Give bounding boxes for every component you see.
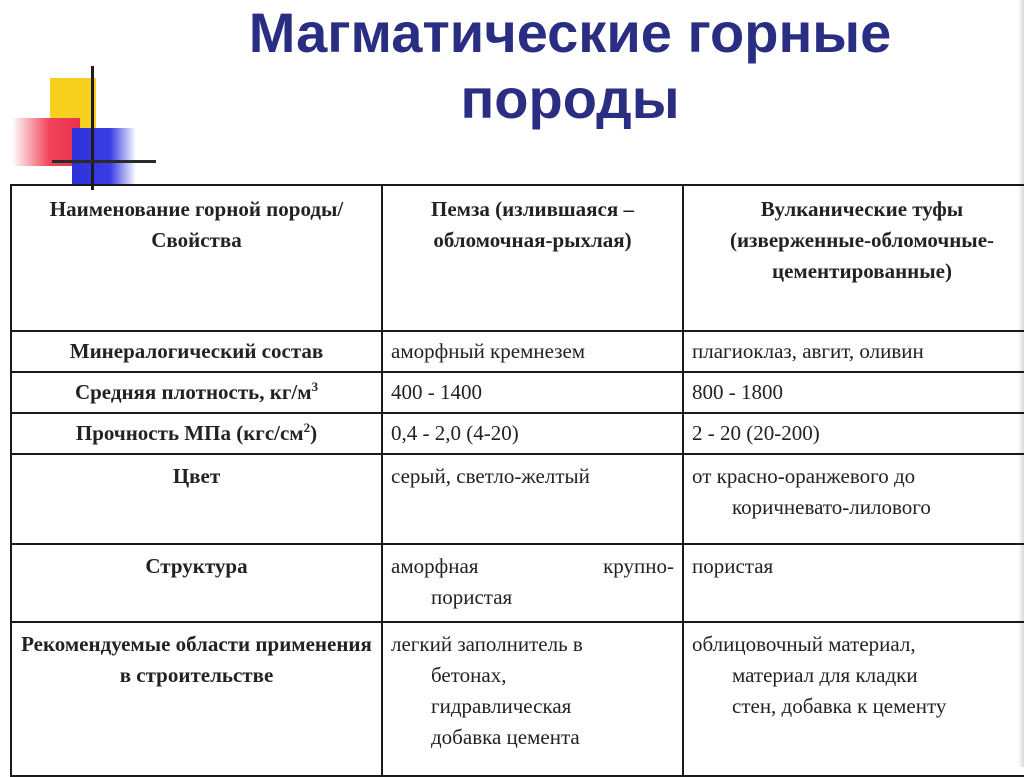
red-square (12, 118, 80, 166)
tuff-cell: 800 - 1800 (683, 372, 1024, 413)
tuff-cell: 2 - 20 (20-200) (683, 413, 1024, 454)
pumice-cell: 400 - 1400 (382, 372, 683, 413)
property-cell: Минералогический состав (11, 331, 382, 372)
rock-properties-table-wrapper (10, 184, 1024, 777)
property-cell: Цвет (11, 454, 382, 544)
title-line-2: породы (460, 67, 680, 130)
tuff-cell: от красно-оранжевого до коричневато-лилового (683, 454, 1024, 544)
slide-title (120, 0, 1020, 132)
property-cell: Структура (11, 544, 382, 622)
pumice-cell: 0,4 - 2,0 (4-20) (382, 413, 683, 454)
blue-square (72, 128, 136, 186)
tuff-cell: плагиоклаз, авгит, оливин (683, 331, 1024, 372)
pumice-cell: аморфная крупно- пористая (382, 544, 683, 622)
property-cell: Средняя плотность, $кг/м^3$ (11, 372, 382, 413)
table-row (11, 622, 1024, 776)
pumice-cell: серый, светло-желтый (382, 454, 683, 544)
table-row (11, 331, 1024, 372)
tuff-cell: пористая (683, 544, 1024, 622)
rock-properties-table (10, 184, 1024, 777)
header-pumice: Пемза (излившаяся – обломочная-рыхлая) (382, 185, 683, 331)
table-row (11, 413, 1024, 454)
property-cell: Прочность МПа $(кгс/см^2)$ (11, 413, 382, 454)
vertical-line (91, 66, 94, 190)
table-row (11, 454, 1024, 544)
pumice-cell: аморфный кремнезем (382, 331, 683, 372)
right-edge-shadow (1018, 0, 1024, 767)
header-property: Наименование горной породы/Свойства (11, 185, 382, 331)
tuff-cell: облицовочный материал, материал для кладки стен, добавка к цементу (683, 622, 1024, 776)
pumice-cell: легкий заполнитель в бетонах, гидравлическая добавка цемента (382, 622, 683, 776)
horizontal-line (52, 160, 156, 163)
title-line-1: Магматические горные (248, 1, 892, 64)
property-cell: Рекомендуемые области применения в строительстве (11, 622, 382, 776)
table-header-row (11, 185, 1024, 331)
table-row (11, 544, 1024, 622)
header-tuff: Вулканические туфы (изверженные-обломочные-цементированные) (683, 185, 1024, 331)
table-row (11, 372, 1024, 413)
